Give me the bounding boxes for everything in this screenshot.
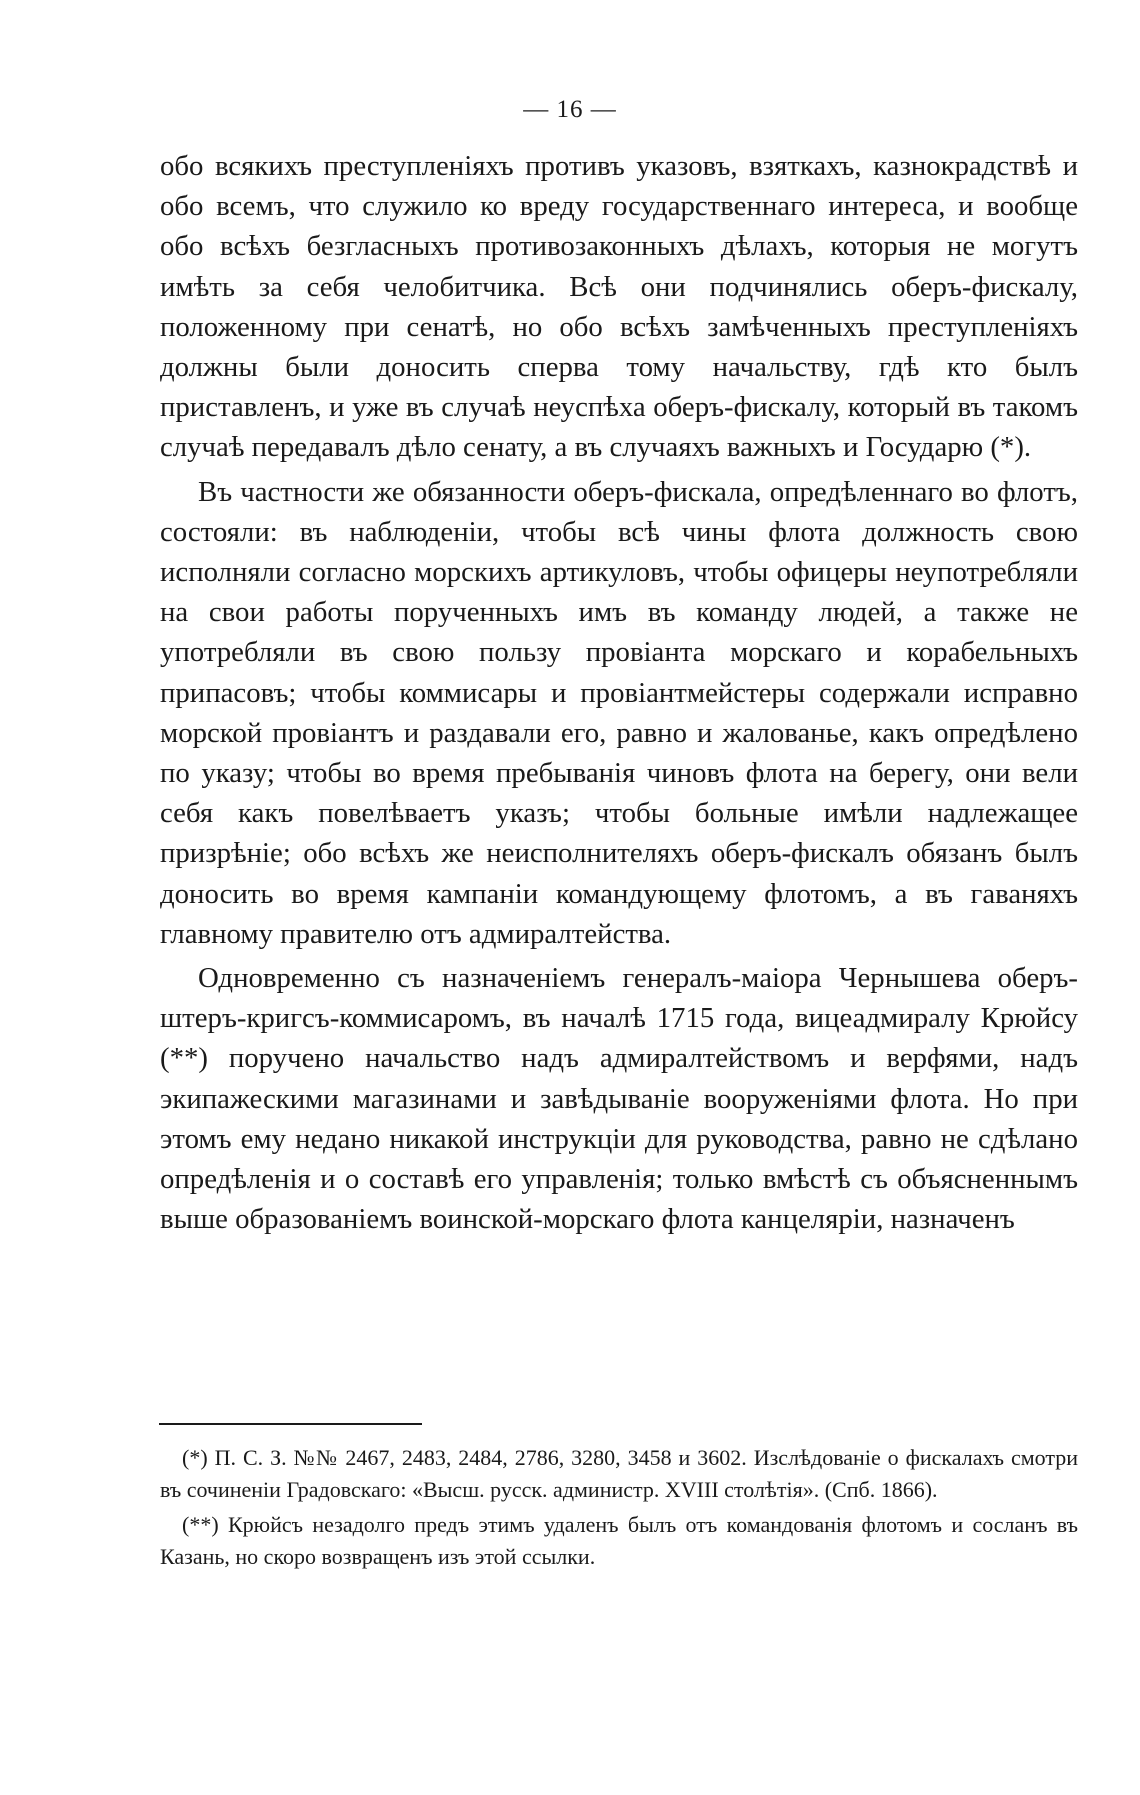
footnote-2: (**) Крюйсъ незадолго предъ этимъ удаленъ былъ отъ командованія флотомъ и сосланъ въ Казань, но скоро возвращенъ изъ этой ссылки. — [160, 1512, 1078, 1569]
main-text — [160, 146, 1078, 1239]
page-number: — 16 — — [523, 96, 617, 123]
paragraph-3: Одновременно съ назначеніемъ генералъ-маіора Чернышева оберъ-штеръ-кригсъ-коммисаромъ, въ началѣ 1715 года, вицеадмиралу Крюйсу (**) поручено начальство надъ адмиралтействомъ и верфями, надъ экипажескими магазинами и завѣдываніе вооруженіями флота. Но при этомъ ему недано никакой инструкціи для руководства, равно не сдѣлано опредѣленія и о составѣ его управленія; только вмѣстѣ съ объясненнымъ выше образованіемъ воинской-морскаго флота канцеляріи, назначенъ — [160, 962, 1078, 1236]
footnote-divider — [159, 1423, 422, 1425]
paragraph-2: Въ частности же обязанности оберъ-фискала, опредѣленнаго во флотъ, состояли: въ наблюденіи, чтобы всѣ чины флота должность свою исполняли согласно морскихъ артикуловъ, чтобы офицеры неупотребляли на свои работы порученныхъ имъ въ команду людей, а также не употребляли въ свою пользу провіанта морскаго и корабельныхъ припасовъ; чтобы коммисары и провіантмейстеры содержали исправно морской провіантъ и раздавали его, равно и жалованье, какъ опредѣлено по указу; чтобы во время пребыванія чиновъ флота на берегу, они вели себя какъ повелѣваетъ указъ; чтобы больные имѣли надлежащее призрѣніе; обо всѣхъ же неисполнителяхъ оберъ-фискалъ обязанъ былъ доносить во время кампаніи командующему флотомъ, а въ гаваняхъ главному правителю отъ адмиралтейства. — [160, 475, 1078, 950]
footnote-1: (*) П. С. З. №№ 2467, 2483, 2484, 2786, 3280, 3458 и 3602. Изслѣдованіе о фискалахъ смотри въ сочиненіи Градовскаго: «Высш. русск. администр. XVIII столѣтія». (Спб. 1866). — [160, 1445, 1078, 1502]
footnotes — [160, 1442, 1078, 1572]
paragraph-1: обо всякихъ преступленіяхъ противъ указовъ, взяткахъ, казнокрадствѣ и обо всемъ, что служило ко вреду государственнаго интереса, и вообще обо всѣхъ безгласныхъ противозаконныхъ дѣлахъ, которыя не могутъ имѣть за себя челобитчика. Всѣ они подчинялись оберъ-фискалу, положенному при сенатѣ, но обо всѣхъ замѣченныхъ преступленіяхъ должны были доносить сперва тому начальству, гдѣ кто былъ приставленъ, и уже въ случаѣ неуспѣха оберъ-фискалу, который въ такомъ случаѣ передавалъ дѣло сенату, а въ случаяхъ важныхъ и Государю (*). — [160, 150, 1078, 464]
